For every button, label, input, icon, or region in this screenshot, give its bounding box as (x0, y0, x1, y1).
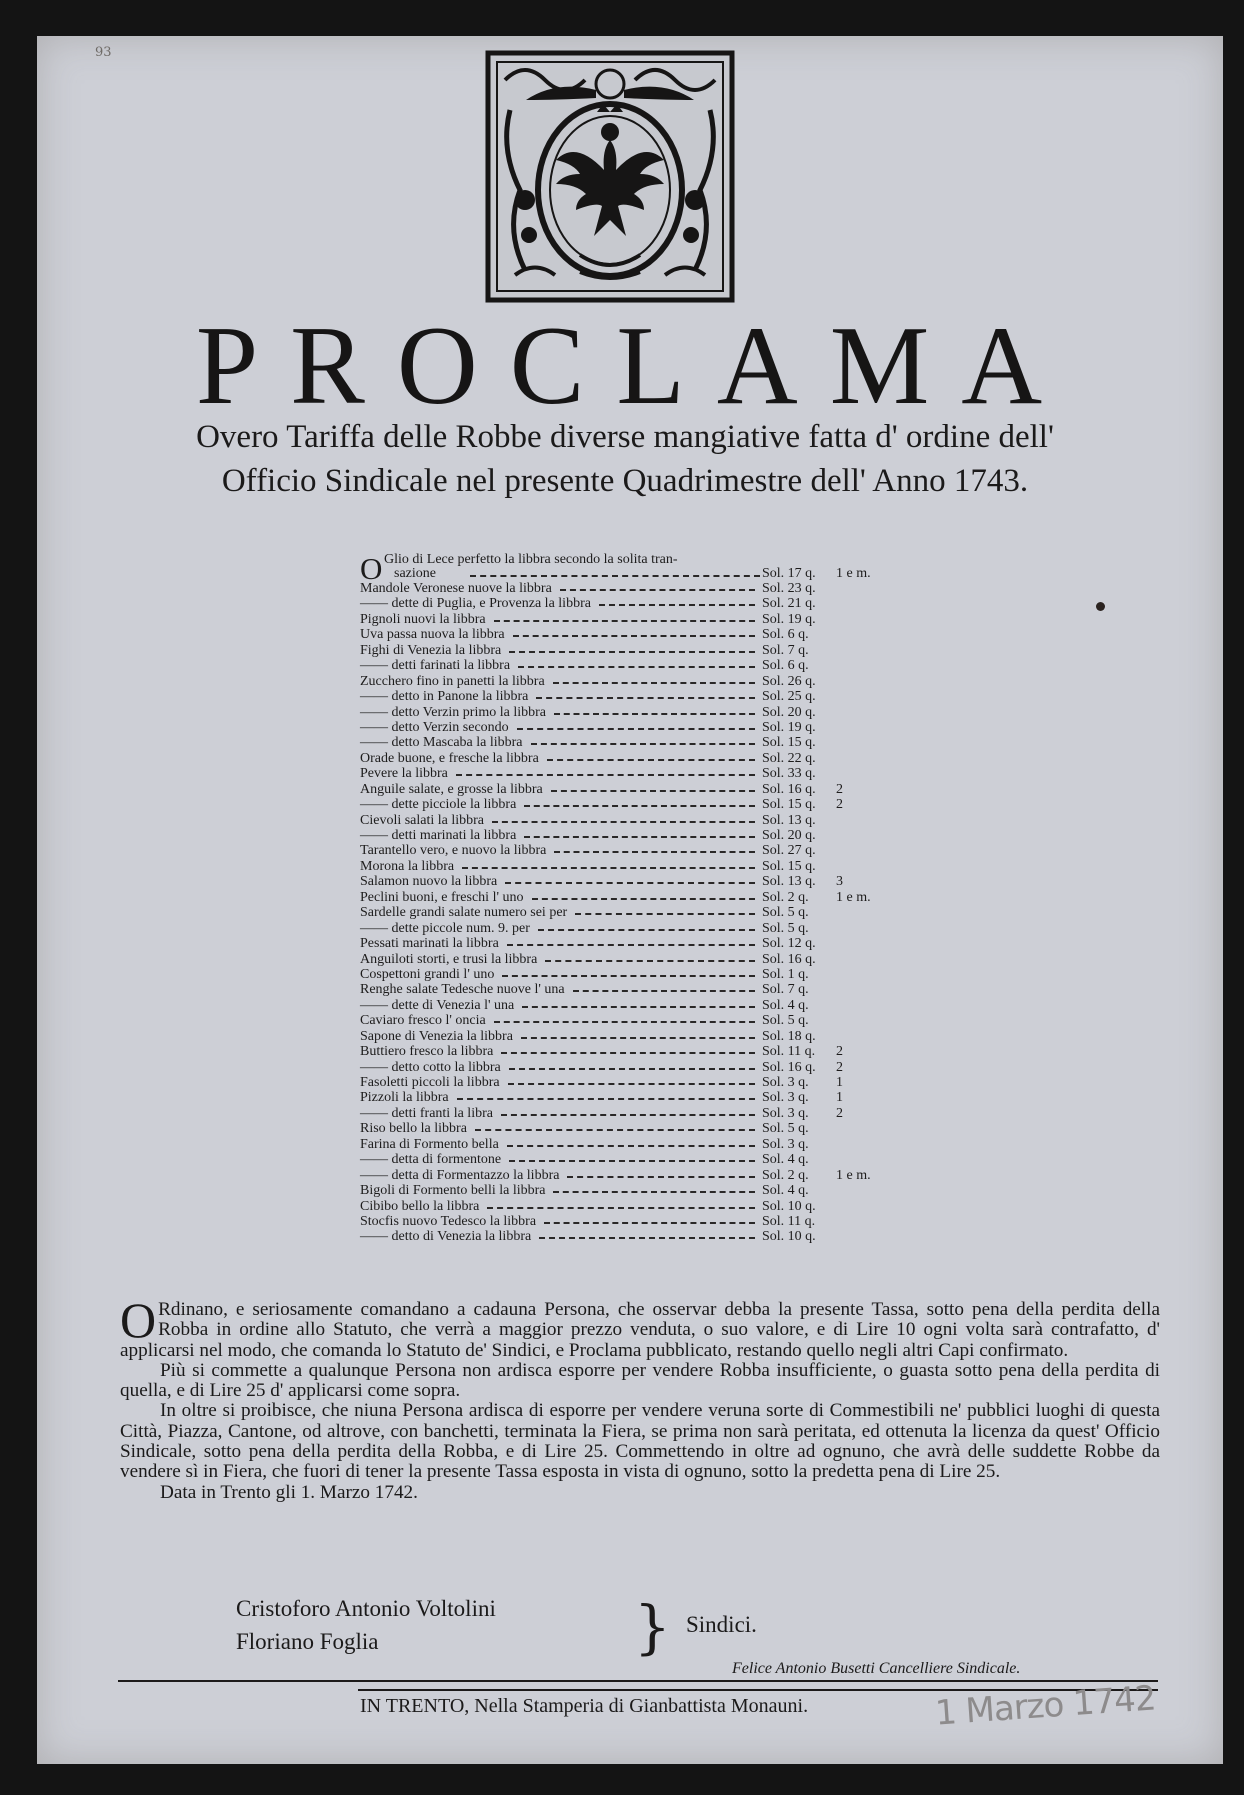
tariff-row (360, 813, 900, 828)
leader-dashes (521, 1037, 755, 1040)
tariff-row (360, 874, 900, 889)
ordinance-date: Data in Trento gli 1. Marzo 1742. (160, 1481, 418, 1503)
item-name: —— dette di Venezia l' una (360, 997, 515, 1013)
leader-dashes (513, 635, 755, 638)
item-name: —— detti farinati la libbra (360, 658, 511, 674)
ordinance-paragraph: Più si commette a qualunque Persona non ardisca esporre per vendere Robba insufficiente, o guasta sotto pena della perdita di quella, e di Lire 25 d' applicarsi come sopra. (120, 1359, 1160, 1402)
item-price: Sol. 3 q. (762, 1090, 809, 1106)
tariff-row (360, 936, 900, 951)
tariff-row (360, 1183, 900, 1198)
item-name: Caviaro fresco l' oncia (360, 1013, 486, 1029)
page-number: 93 (95, 45, 112, 60)
tariff-row (360, 843, 900, 858)
item-name: Pessati marinati la libbra (360, 936, 499, 952)
item-price: Sol. 16 q. (762, 951, 816, 967)
item-name: Cibibo bello la libbra (360, 1198, 480, 1214)
tariff-row (360, 720, 900, 735)
item-name: Anguile salate, e grosse la libbra (360, 781, 543, 797)
item-name: Buttiero fresco la libbra (360, 1044, 494, 1060)
leader-dashes (457, 1098, 755, 1101)
item-name: —— dette piccole num. 9. per (360, 920, 530, 936)
item-name: —— detto Verzin secondo (360, 719, 509, 735)
item-name: Anguiloti storti, e trusi la libbra (360, 951, 538, 967)
leader-dashes (501, 1114, 755, 1117)
leader-dashes (524, 805, 755, 808)
item-name: Peclini buoni, e freschi l' uno (360, 889, 524, 905)
item-name: Renghe salate Tedesche nuove l' una (360, 982, 565, 998)
item-price: Sol. 19 q. (762, 719, 816, 735)
item-price: Sol. 4 q. (762, 997, 809, 1013)
item-name: —— detto in Panone la libbra (360, 689, 529, 705)
price-tariff-list (360, 553, 900, 1245)
item-price: Sol. 11 q. (762, 1213, 816, 1229)
leader-dashes (538, 929, 755, 932)
item-name: Riso bello la libbra (360, 1121, 467, 1137)
tariff-row (360, 1013, 900, 1028)
item-price: Sol. 3 q. (762, 1075, 809, 1090)
tariff-row (360, 1152, 900, 1167)
handwritten-date: 1 Marzo 1742 (933, 1678, 1157, 1734)
item-name: Orade buone, e fresche la libbra (360, 750, 539, 766)
ink-spot (1096, 602, 1105, 611)
tariff-row (360, 828, 900, 843)
ordinance-paragraph (120, 1292, 1160, 1361)
item-price: Sol. 5 q. (762, 920, 809, 936)
leader-dashes (517, 728, 755, 731)
tariff-row (360, 1060, 900, 1075)
tariff-row (360, 658, 900, 673)
item-name: Uva passa nuova la libbra (360, 627, 505, 643)
item-price: Sol. 25 q. (762, 689, 816, 705)
leader-dashes (487, 1207, 755, 1210)
leader-dashes (507, 944, 755, 947)
leader-dashes (509, 1068, 755, 1071)
tariff-row (360, 596, 900, 611)
leader-dashes (494, 1021, 755, 1024)
drop-cap: O (360, 551, 383, 586)
signer-name: Cristoforo Antonio Voltolini (236, 1596, 496, 1621)
item-price-fraction: 1 e m. (836, 1167, 871, 1183)
tariff-row (360, 1090, 900, 1105)
tariff-row (360, 751, 900, 766)
item-price: Sol. 15 q. (762, 858, 816, 874)
item-name: Stocfis nuovo Tedesco la libbra (360, 1213, 537, 1229)
leader-dashes (547, 759, 755, 762)
leader-dashes (518, 666, 755, 669)
tariff-row (360, 551, 900, 586)
item-price: Sol. 17 q. (762, 566, 816, 581)
item-price: Sol. 3 q. (762, 1105, 809, 1121)
item-price: Sol. 6 q. (762, 627, 809, 643)
leader-dashes (501, 1052, 755, 1055)
proclamation-title: PROCLAMA (195, 304, 1075, 428)
item-name: Tarantello vero, e nuovo la libbra (360, 843, 547, 859)
subtitle-line: Overo Tariffa delle Robbe diverse mangiative fatta d' ordine dell' (196, 419, 1054, 455)
signer-office: Sindici. (686, 1612, 757, 1637)
item-name: Zucchero fino in panetti la libbra (360, 673, 545, 689)
item-price: Sol. 7 q. (762, 982, 809, 998)
tariff-row (360, 1044, 900, 1059)
item-price: Sol. 20 q. (762, 704, 816, 720)
leader-dashes (456, 774, 755, 777)
tariff-row (360, 921, 900, 936)
item-price-fraction: 3 (836, 874, 843, 890)
tariff-row (360, 952, 900, 967)
leader-dashes (551, 790, 755, 793)
item-name: Cospettoni grandi l' uno (360, 966, 495, 982)
leader-dashes (573, 990, 755, 993)
leader-dashes (524, 836, 755, 839)
item-price-fraction: 2 (836, 1044, 843, 1060)
leader-dashes (492, 821, 755, 824)
leader-dashes (522, 1006, 755, 1009)
item-price-fraction: 1 (836, 1075, 843, 1090)
tariff-row (360, 967, 900, 982)
item-price: Sol. 12 q. (762, 936, 816, 952)
tariff-row (360, 1199, 900, 1214)
divider (118, 1680, 1158, 1682)
tariff-row (360, 1075, 900, 1090)
item-name: Bigoli di Formento belli la libbra (360, 1183, 546, 1199)
leader-dashes (539, 1237, 755, 1240)
leader-dashes (509, 651, 755, 654)
leader-dashes (567, 1176, 755, 1179)
subtitle-line: Officio Sindicale nel presente Quadrimestre dell' Anno 1743. (221, 463, 1029, 499)
tariff-row (360, 998, 900, 1013)
item-price: Sol. 13 q. (762, 812, 816, 828)
leader-dashes (545, 960, 755, 963)
tariff-row (360, 612, 900, 627)
item-price: Sol. 11 q. (762, 1044, 816, 1060)
leader-dashes (508, 1083, 755, 1086)
tariff-row (360, 1229, 900, 1244)
item-name: —— detto Verzin primo la libbra (360, 704, 546, 720)
item-price: Sol. 26 q. (762, 673, 816, 689)
item-price: Sol. 13 q. (762, 874, 816, 890)
item-price: Sol. 5 q. (762, 1013, 809, 1029)
item-name: Mandole Veronese nuove la libbra (360, 581, 552, 596)
item-price: Sol. 21 q. (762, 596, 816, 612)
item-price: Sol. 2 q. (762, 889, 809, 905)
leader-dashes (475, 1129, 755, 1132)
tariff-row (360, 1168, 900, 1183)
tariff-row (360, 890, 900, 905)
item-price: Sol. 5 q. (762, 905, 809, 921)
item-name: —— detta di Formentazzo la libbra (360, 1167, 560, 1183)
tariff-row (360, 581, 900, 596)
item-name: Pevere la libbra (360, 766, 448, 782)
item-name: Glio di Lece perfetto la libbra secondo la solita tran- (384, 552, 678, 567)
leader-dashes (553, 682, 755, 685)
item-name: Cievoli salati la libbra (360, 812, 485, 828)
item-price: Sol. 23 q. (762, 581, 816, 596)
item-price: Sol. 18 q. (762, 1028, 816, 1044)
item-name: Pizzoli la libbra (360, 1090, 449, 1106)
leader-dashes (554, 851, 755, 854)
item-name: —— detto cotto la libbra (360, 1059, 501, 1075)
chancellor-signature: Felice Antonio Busetti Cancelliere Sindicale. (732, 1660, 1021, 1677)
item-name: —— detto Mascaba la libbra (360, 735, 523, 751)
signers (236, 1592, 496, 1658)
item-price: Sol. 3 q. (762, 1136, 809, 1152)
item-name: Morona la libbra (360, 858, 455, 874)
item-price-fraction: 2 (836, 781, 843, 797)
leader-dashes (507, 1145, 755, 1148)
item-name: Sapone di Venezia la libbra (360, 1028, 513, 1044)
leader-dashes (531, 743, 755, 746)
item-name: —— detto di Venezia la libbra (360, 1229, 532, 1245)
item-price: Sol. 15 q. (762, 797, 816, 813)
leader-dashes (505, 882, 755, 885)
leader-dashes (544, 1222, 755, 1225)
item-name: —— dette di Puglia, e Provenza la libbra (360, 596, 591, 612)
tariff-row (360, 1137, 900, 1152)
printer-imprint: IN TRENTO, Nella Stamperia di Gianbattista Monauni. (360, 1695, 809, 1717)
eagle-emblem-icon (485, 50, 735, 303)
signer-name: Floriano Foglia (236, 1629, 379, 1654)
tariff-row (360, 982, 900, 997)
item-price-fraction: 1 e m. (836, 889, 871, 905)
item-name: Pignoli nuovi la libbra (360, 611, 486, 627)
item-name: —— detti marinati la libbra (360, 828, 517, 843)
leader-dashes (532, 898, 755, 901)
item-price: Sol. 10 q. (762, 1229, 816, 1245)
item-price: Sol. 22 q. (762, 750, 816, 766)
item-price: Sol. 15 q. (762, 735, 816, 751)
leader-dashes (462, 867, 755, 870)
item-name: Farina di Formento bella (360, 1136, 499, 1152)
item-price: Sol. 33 q. (762, 766, 816, 782)
item-name: Sardelle grandi salate numero sei per (360, 905, 568, 921)
item-price: Sol. 5 q. (762, 1121, 809, 1137)
item-price: Sol. 4 q. (762, 1152, 809, 1168)
item-price: Sol. 16 q. (762, 781, 816, 797)
item-price: Sol. 20 q. (762, 828, 816, 843)
item-name: —— detti franti la libra (360, 1105, 493, 1121)
leader-dashes (509, 1160, 755, 1163)
item-price: Sol. 16 q. (762, 1059, 816, 1075)
item-price: Sol. 27 q. (762, 843, 816, 859)
item-price: Sol. 1 q. (762, 966, 809, 982)
item-price-fraction: 2 (836, 797, 843, 813)
paragraph-text: Rdinano, e seriosamente comandano a cadauna Persona, che osservar debba la presente Tassa, sotto pena della perdita della Robba in ordine allo Statuto, che verrà a maggior prezzo venduta, o suo valore, e di Lire 10 ogni volta sarà contrafatto, d' applicarsi nel modo, che comanda lo Statuto de' Sindici, e Proclama pubblicato, restando quello negli altri Capi confirmato. (120, 1299, 1160, 1361)
tariff-row (360, 689, 900, 704)
leader-dashes (502, 975, 755, 978)
tariff-row (360, 859, 900, 874)
ordinance-paragraph: In oltre si proibisce, che niuna Persona ardisca di esporre per vendere veruna sorte di Commestibili ne' pubblici luoghi di questa Città, Piazza, Cantone, od altrove, con banchetti, terminata la Fiera, se prima non sarà peritata, ed ottenuta la licenza da quest' Officio Sindicale, sotto pena della perdita della Robba, e di Lire 25. Commettendo in oltre ad ognuno, che avrà delle suddette Robbe da vendere sì in Fiera, che fuori di tener la presente Tassa esposta in vista di ognuno, sotto la predetta pena di Lire 25. (120, 1400, 1160, 1483)
item-price: Sol. 4 q. (762, 1183, 809, 1199)
ordinance-text (120, 1292, 1160, 1503)
tariff-row (360, 705, 900, 720)
item-price-fraction: 1 e m. (836, 566, 871, 581)
tariff-row (360, 627, 900, 642)
item-price-fraction: 1 (836, 1090, 843, 1106)
leader-dashes (599, 604, 755, 607)
tariff-row (360, 735, 900, 750)
leader-dashes (575, 913, 755, 916)
leader-dashes (536, 697, 755, 700)
tariff-row (360, 905, 900, 920)
item-name: Salamon nuovo la libbra (360, 874, 498, 890)
tariff-row (360, 1214, 900, 1229)
tariff-row (360, 1029, 900, 1044)
tariff-row (360, 782, 900, 797)
leader-dashes (560, 589, 755, 592)
tariff-row (360, 797, 900, 812)
item-price-fraction: 2 (836, 1105, 843, 1121)
item-price: Sol. 10 q. (762, 1198, 816, 1214)
tariff-row (360, 766, 900, 781)
leader-dashes (470, 575, 760, 577)
leader-dashes (554, 713, 755, 716)
proclamation-subtitle (100, 415, 1150, 503)
item-price: Sol. 7 q. (762, 642, 809, 658)
coat-of-arms-woodcut (485, 50, 735, 303)
item-name: —— dette picciole la libbra (360, 797, 517, 813)
item-name: Fighi di Venezia la libbra (360, 642, 502, 658)
tariff-row (360, 643, 900, 658)
item-price: Sol. 6 q. (762, 658, 809, 674)
brace: } (634, 1593, 671, 1661)
item-name: Fasoletti piccoli la libbra (360, 1075, 500, 1090)
tariff-row (360, 674, 900, 689)
item-price: Sol. 2 q. (762, 1167, 809, 1183)
item-name-continued: sazione (394, 566, 436, 581)
item-name: —— detta di formentone (360, 1152, 502, 1168)
tariff-row (360, 1106, 900, 1121)
item-price: Sol. 19 q. (762, 611, 816, 627)
leader-dashes (494, 620, 755, 623)
leader-dashes (553, 1191, 755, 1194)
drop-cap: O (120, 1292, 157, 1348)
item-price-fraction: 2 (836, 1059, 843, 1075)
tariff-row (360, 1121, 900, 1136)
